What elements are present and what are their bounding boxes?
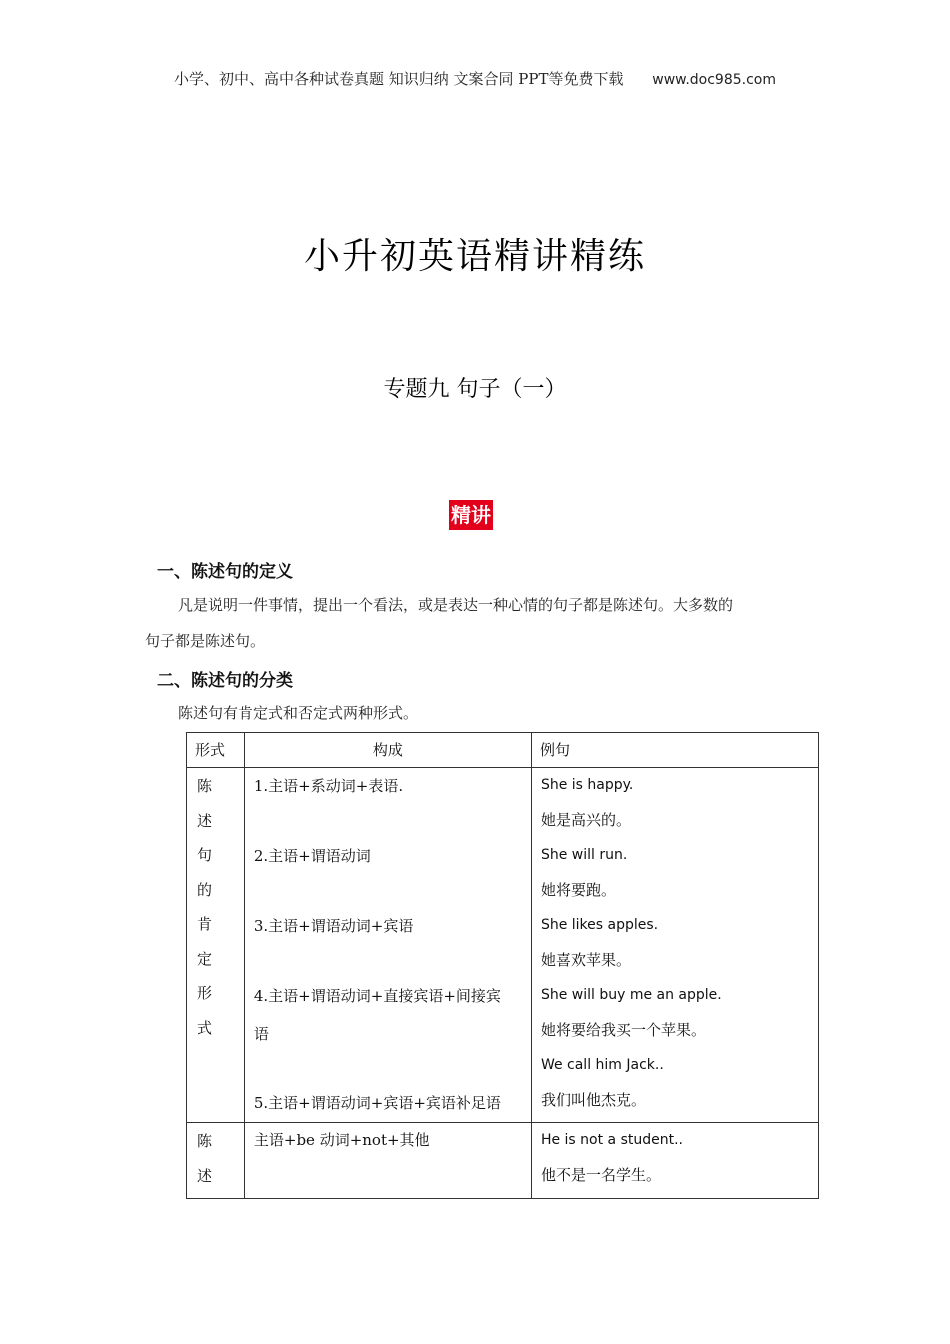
form-char: 定 xyxy=(197,949,213,968)
table-row-negative xyxy=(187,1123,819,1199)
form-char: 肯 xyxy=(197,915,213,933)
header-site[interactable]: www.doc985.com xyxy=(652,72,777,88)
form-char: 式 xyxy=(197,1018,213,1037)
form-char: 陈 xyxy=(197,1132,213,1150)
construction-1: 1.主语+系动词+表语. xyxy=(253,777,404,795)
section2-heading: 二、陈述句的分类 xyxy=(157,671,293,691)
example-en: She likes apples. xyxy=(540,917,659,933)
example-zh: 他不是一名学生。 xyxy=(540,1166,661,1184)
form-char: 句 xyxy=(197,846,213,864)
section2-text: 陈述句有肯定式和否定式两种形式。 xyxy=(178,704,419,722)
page-header xyxy=(0,68,950,89)
construction-5: 5.主语+谓语动词+宾语+宾语补足语 xyxy=(253,1094,501,1112)
sentence-form-table xyxy=(186,732,819,1199)
example-zh: 我们叫他杰克。 xyxy=(540,1091,646,1109)
example-zh: 她将要跑。 xyxy=(540,881,616,899)
example-zh: 她喜欢苹果。 xyxy=(540,951,631,969)
table-row-affirmative xyxy=(187,768,819,1123)
example-zh: 她是高兴的。 xyxy=(540,811,631,829)
page-title: 小升初英语精讲精练 xyxy=(303,236,646,277)
example-en: She will buy me an apple. xyxy=(540,987,722,1003)
header-text: 小学、初中、高中各种试卷真题 知识归纳 文案合同 PPT等免费下载 xyxy=(173,70,624,88)
example-en: She will run. xyxy=(540,847,628,863)
page-subtitle: 专题九 句子（一） xyxy=(383,377,567,402)
example-zh: 她将要给我买一个苹果。 xyxy=(540,1021,706,1039)
section-badge: 精讲 xyxy=(449,500,493,530)
affirmative-form-label xyxy=(187,768,244,1050)
example-en: We call him Jack.. xyxy=(540,1057,664,1073)
section1-heading: 一、陈述句的定义 xyxy=(157,562,293,582)
negative-form-label xyxy=(187,1123,244,1198)
construction-2: 2.主语+谓语动词 xyxy=(253,847,371,865)
example-en: She is happy. xyxy=(540,777,634,793)
construction-4: 4.主语+谓语动词+直接宾语+间接宾 xyxy=(253,987,501,1005)
construction-3: 3.主语+谓语动词+宾语 xyxy=(253,917,414,935)
form-char: 形 xyxy=(197,984,213,1002)
form-char: 的 xyxy=(197,880,213,899)
negative-construction: 主语+be 动词+not+其他 xyxy=(253,1131,430,1149)
form-char: 述 xyxy=(197,811,213,830)
form-char: 述 xyxy=(197,1166,213,1185)
example-en: He is not a student.. xyxy=(540,1132,683,1148)
section1-text-line2: 句子都是陈述句。 xyxy=(145,632,266,650)
construction-4-cont: 语 xyxy=(253,1025,269,1043)
header-example: 例句 xyxy=(539,741,570,759)
header-form: 形式 xyxy=(195,741,226,759)
section1-text-line1: 凡是说明一件事情，提出一个看法，或是表达一种心情的句子都是陈述句。大多数的 xyxy=(178,596,734,614)
table-header-row xyxy=(187,733,819,768)
form-char: 陈 xyxy=(197,777,213,795)
header-construction: 构成 xyxy=(372,741,403,759)
